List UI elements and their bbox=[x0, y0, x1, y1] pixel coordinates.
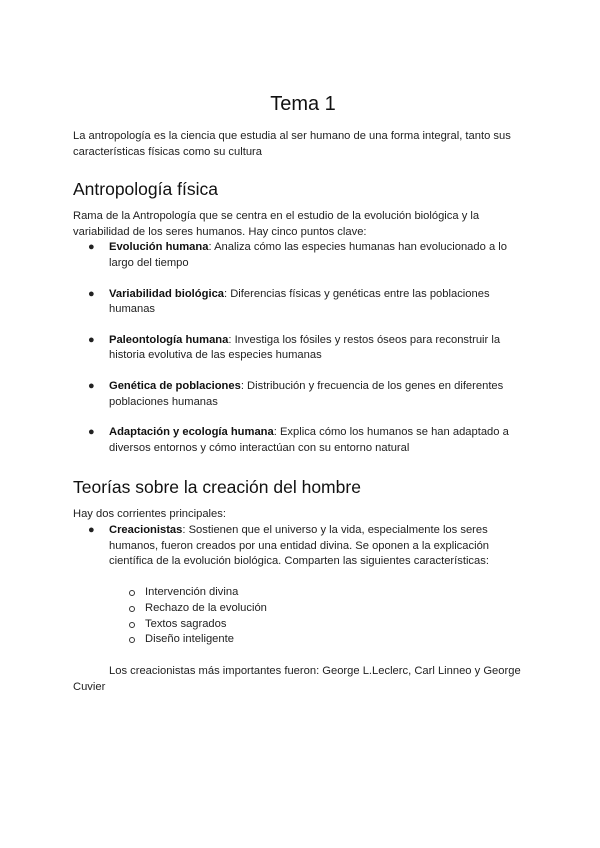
sub-list-item-text: Diseño inteligente bbox=[145, 633, 234, 646]
hollow-bullet-icon bbox=[129, 622, 135, 628]
theories-list bbox=[73, 523, 533, 570]
sub-list-item bbox=[73, 601, 533, 617]
list-item-text: : Analiza cómo las especies humanas han evolucionado a lo largo del tiempo bbox=[109, 241, 507, 269]
list-item bbox=[73, 240, 533, 271]
list-item-term: Variabilidad biológica bbox=[109, 287, 225, 300]
bullet-icon: ● bbox=[88, 523, 95, 536]
list-item bbox=[73, 379, 533, 410]
list-item bbox=[73, 523, 533, 570]
section-intro-antropologia-fisica: Rama de la Antropología que se centra en el estudio de la evolución biológica y la variabilidad de los seres humanos. Hay cinco puntos clave: bbox=[73, 210, 480, 238]
list-item-term: Creacionistas bbox=[109, 523, 183, 536]
section-heading-teorias: Teorías sobre la creación del hombre bbox=[73, 477, 361, 498]
list-item bbox=[73, 287, 533, 318]
list-item bbox=[73, 333, 533, 364]
sub-list-item bbox=[73, 632, 533, 648]
bullet-icon: ● bbox=[88, 379, 95, 392]
sub-list-item-text: Textos sagrados bbox=[145, 617, 227, 630]
bullet-icon: ● bbox=[88, 333, 95, 346]
list-item-text: : Explica cómo los humanos se han adaptado a diversos entornos y cómo interactúan con su entorno natural bbox=[109, 426, 509, 454]
hollow-bullet-icon bbox=[129, 637, 135, 643]
sub-list-item-text: Intervención divina bbox=[145, 585, 239, 598]
bullet-icon: ● bbox=[88, 426, 95, 439]
list-item-text: : Distribución y frecuencia de los genes en diferentes poblaciones humanas bbox=[109, 379, 504, 408]
list-item-term: Genética de poblaciones bbox=[109, 379, 241, 392]
hollow-bullet-icon bbox=[129, 606, 135, 612]
section-intro-teorias: Hay dos corrientes principales: bbox=[73, 508, 226, 521]
list-item-term: Adaptación y ecología humana bbox=[109, 426, 274, 439]
bullet-icon: ● bbox=[88, 241, 95, 254]
list-item-term: Evolución humana bbox=[109, 241, 209, 254]
section-heading-antropologia-fisica: Antropología física bbox=[73, 179, 218, 200]
sub-list-item bbox=[73, 617, 533, 633]
characteristics-list bbox=[73, 585, 533, 649]
key-points-list bbox=[73, 240, 533, 456]
hollow-bullet-icon bbox=[129, 590, 135, 596]
sub-list-item bbox=[73, 585, 533, 601]
bullet-icon: ● bbox=[88, 287, 95, 300]
list-item-term: Paleontología humana bbox=[109, 333, 229, 346]
intro-paragraph: La antropología es la ciencia que estudia al ser humano de una forma integral, tanto sus características físicas como su cultura bbox=[73, 130, 511, 158]
list-item-text: : Diferencias físicas y genéticas entre las poblaciones humanas bbox=[109, 287, 490, 316]
page-title: Tema 1 bbox=[270, 93, 336, 115]
document-body bbox=[73, 90, 533, 696]
sub-list-item-text: Rechazo de la evolución bbox=[145, 601, 267, 614]
closing-paragraph: Los creacionistas más importantes fueron: George L.Leclerc, Carl Linneo y George Cuvier bbox=[73, 665, 521, 693]
list-item bbox=[73, 425, 533, 456]
list-item-text: : Investiga los fósiles y restos óseos para reconstruir la historia evolutiva de las especies humanas bbox=[109, 333, 501, 362]
list-item-text: : Sostienen que el universo y la vida, especialmente los seres humanos, fueron creados por una entidad divina. Se oponen a la explicación científica de la evolución biológica. Comparten las siguientes características: bbox=[109, 523, 490, 568]
